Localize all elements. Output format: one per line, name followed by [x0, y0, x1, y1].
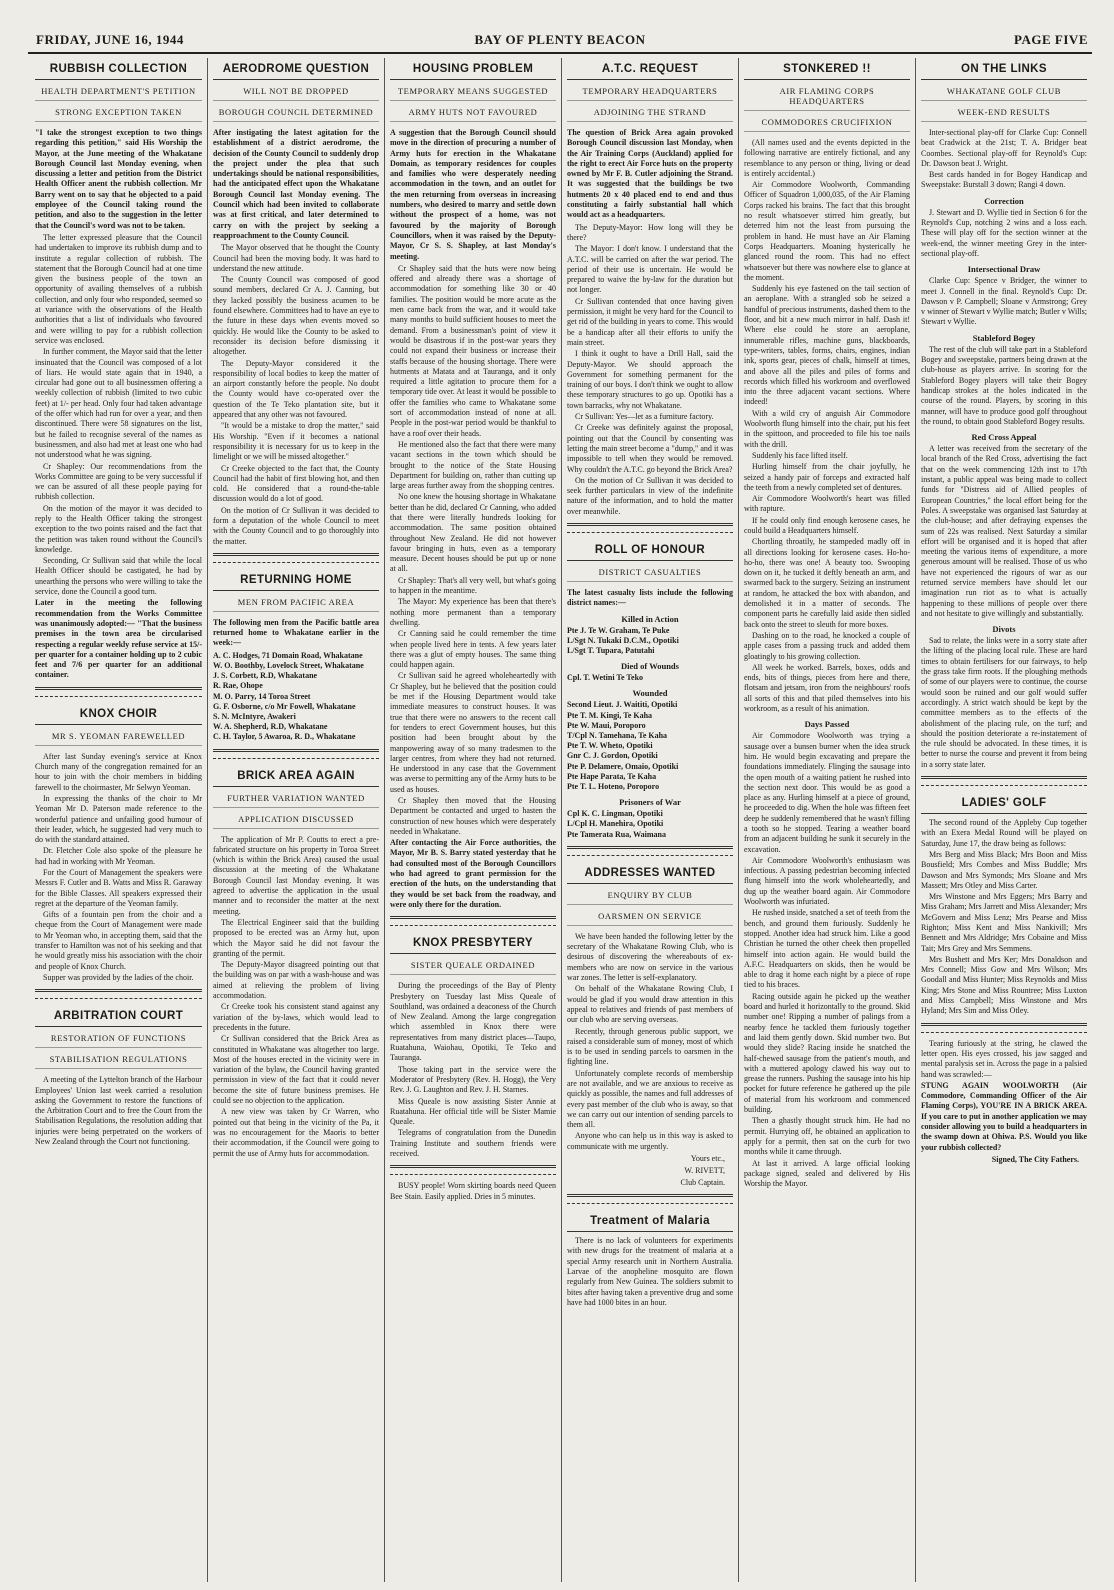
article-subhead: SISTER QUEALE ORDAINED — [390, 960, 556, 975]
article-subhead: ARMY HUTS NOT FAVOURED — [390, 107, 556, 122]
article-paragraph: Recently, through generous public support, we raised a considerable sum of money, most of which is to be used in sending parcels to oarsmen in the fighting line. — [567, 1026, 733, 1067]
article-closing: After contacting the Air Force authorities, the Mayor, Mr B. S. Barry stated yesterday that he had consulted most of the Borough Councillors who had agreed to grant permission for the erection of the huts, on the understanding that they would be set back from the roadway, and were only there for the duration. — [390, 838, 556, 909]
article — [35, 703, 202, 984]
section-divider — [921, 1023, 1087, 1033]
article-paragraph: Mrs Winstone and Mrs Eggers; Mrs Barry and Miss Graham; Mrs Jarrett and Miss Alexander; Mrs McGovern and Miss Lenz; Mrs Pearse and Miss Righton; Miss Kent and Miss Nankivill; Mrs Bennett and Mrs Aldridge; Mrs Cobaine and Miss Tait; Mrs Grey and Mrs Semmens. — [921, 892, 1087, 953]
article-headline: A.T.C. REQUEST — [567, 58, 733, 80]
section-divider — [35, 989, 202, 999]
column — [738, 58, 915, 1582]
list-item: Pte J. Te W. Graham, Te Puke — [567, 625, 670, 635]
article-paragraph: The application of Mr P. Coutts to erect a pre-fabricated structure on his property in Toroa Street (which is within the Brick Area) caused the usual discussion at the meeting of the Whakatane Borough Council last Monday evening. It was agreed to advertise the application in the usual manner and to reconsider the matter at the next meeting. — [213, 834, 379, 916]
article-paragraph: During the proceedings of the Bay of Plenty Presbytery on Tuesday last Miss Queale of Southland, was ordained a deaconess of the Church of New Zealand. Among the large congregation which assembled in Knox there were representatives from many district places—Taupo, Ruatahuna, Waiohau, Opotiki, Te Teko and Tauranga. — [390, 981, 556, 1063]
article-paragraph: Tearing furiously at the string, he clawed the letter open. His eyes crossed, his jaw sagged and mental paralysis set in. Across the page in a palsied hand was scrawled:— — [921, 1038, 1087, 1079]
section-divider — [567, 846, 733, 856]
list-item: L/Sgt N. Tukaki D.C.M., Opotiki — [567, 635, 679, 645]
signoff-line: W. RIVETT, — [684, 1166, 725, 1176]
masthead-paper-name: BAY OF PLENTY BEACON — [474, 32, 646, 47]
section-divider — [567, 1194, 733, 1204]
article-paragraph: Hurling himself from the chair joyfully, he seized a handy pair of forceps and extracted half the teeth from a newly completed set of dentures. — [744, 462, 910, 492]
article-paragraph: He rushed inside, snatched a set of teeth from the bench, and ground them furiously. Suddenly he stopped. Another idea had struck him. Like a good Christian he turned the other cheek then propelled himself into action again. He would build the A.F.C. Headquarters on skids, then he would be able to drag it home each night by a piece of rope tied to his braces. — [744, 908, 910, 990]
list-item: L/Sgt T. Tupara, Patutahi — [567, 645, 655, 655]
telegram-text: STUNG AGAIN WOOLWORTH (Air Commodore, Commanding Officer of the Air Flaming Corps), YOU'RE IN A BRICK AREA. If you care to put in another application we may consider allowing you to build a headquarters in the swamp down at Ohiwa. P.S. Would you like your rubbish collected? — [921, 1080, 1087, 1152]
section-title: Stableford Bogey — [972, 332, 1036, 343]
article-lead: The latest casualty lists include the following district names:— — [567, 587, 733, 608]
article-paragraph: Cr Sullivan contended that once having given permission, it might be very hard for the Council to get rid of the building in years to come. This would be a handicap after all their efforts to unify the main street. — [567, 296, 733, 347]
section-title: Days Passed — [804, 719, 850, 730]
article-paragraph: Cr Shapley said that the huts were now being offered and already there was a shortage of accommodation for something like 30 or 40 families. The position would be more acute as the men came back from the war, and it would take many months to build sufficient houses to meet the demand. From a businessman's point of view it would be disastrous if in the post-war years they could not expand their business or increase their staffs because of the housing shortage. There were hutments at Matata and at Tauranga, and it only required a little agitation to procure them for a temporary tide over. At least it would be possible to offer the families who came to Whakatane some sort of accommodation instead of none at all. People in the post-war period would be thankful to have a roof over their heads. — [390, 263, 556, 438]
list-item: Cpl. T. Wetini Te Teko — [567, 673, 644, 683]
section-title: Killed in Action — [621, 613, 679, 624]
article-paragraph: On the motion of Cr Sullivan it was decided to seek further particulars in view of the indefinite nature of the information, and to hold the matter over meanwhile. — [567, 475, 733, 516]
article-paragraph: Suddenly his face lifted itself. — [752, 450, 848, 460]
article-headline: ARBITRATION COURT — [35, 1005, 202, 1027]
article-subhead: WEEK-END RESULTS — [921, 107, 1087, 122]
article-paragraph: A meeting of the Lyttelton branch of the Harbour Employees' Union last week carried a resolution asking the Government to restore the functions of the Arbitration Court and to free the Court from the Stabilisation Regulations, the resolution adding that injuries were being perpetrated on the workers of New Zealand through the Court not functioning. — [35, 1075, 202, 1147]
article-paragraph: No one knew the housing shortage in Whakatane better than he did, declared Cr Canning, who added that there were literally hundreds looking for accommodation. The same position obtained throughout New Zealand. He did not however favour bringing in huts, even as a temporary measure. Decent houses should be put up or none at all. — [390, 492, 556, 574]
article-paragraph: Air Commodore Woolworth's heart was filled with rapture. — [744, 494, 910, 514]
article-headline: RUBBISH COLLECTION — [35, 58, 202, 80]
column — [915, 58, 1092, 1582]
list-item: M. O. Parry, 14 Toroa Street — [213, 691, 311, 701]
article-paragraph: Cr Sullivan considered that the Brick Area as constituted in Whakatane was altogether too large. Most of the houses erected in the vicinity were in variation of the bylaw, the Council having granted permission in view of the fact that it could never become the site of future business premises. He could see no objection to the application. — [213, 1034, 379, 1106]
article-paragraph: The letter expressed pleasure that the Council had undertaken to improve its rubbish dump and to institute a regular collection of rubbish. The statement that the Borough Council had at one time given the business people of the town an opportunity of availing themselves of a rubbish collection, and only four who responded, seemed so at variance with the observations of the Health authorities that a list of individuals who favoured and were willing to pay for a rubbish collection service was enclosed. — [35, 232, 202, 345]
article-paragraph: The Mayor observed that he thought the County Council had been the moving body. It was hard to understand the new attitude. — [213, 243, 379, 273]
masthead-page-number: PAGE FIVE — [1014, 32, 1088, 47]
article-subhead: TEMPORARY HEADQUARTERS — [567, 86, 733, 101]
section-divider — [567, 523, 733, 533]
article-paragraph: On the motion of the mayor it was decided to reply to the Health Officer taking the strongest exception to the two points raised and the fact that the petition was taken round without the Council's knowledge. — [35, 503, 202, 554]
section-title: Wounded — [632, 688, 668, 699]
article-paragraph: Supper was provided by the ladies of the choir. — [43, 972, 194, 982]
article-paragraph: With a wild cry of anguish Air Commodore Woolworth flung himself into the chair, put his feet in the spittoon, and proceeded to file his toe nails with the drill. — [744, 408, 910, 449]
article-paragraph: Air Commodore Woolworth, Commanding Officer of Squadron 1,000,035, of the Air Flaming Corps racked his brains. The fact that this brought no result whatsoever stirred him greatly, but deterred him not the least from pursuing the problem in hand. He must have an Air Flaming Corps Headquarters. Moaning hysterically he glanced round the room. This had no effect whatsoever but there was nowhere else to glance at the moment. — [744, 180, 910, 282]
article-headline: RETURNING HOME — [213, 569, 379, 591]
article-paragraph: We have been handed the following letter by the secretary of the Whakatane Rowing Club, who is desirous of discovering the whereabouts of ex-members who are now on service in the various war zones. The letter is self-explanatory. — [567, 931, 733, 983]
list-item: Pte T. L. Hoteno, Poroporo — [567, 782, 660, 792]
article-paragraph: Anyone who can help us in this way is asked to communicate with me urgently. — [567, 1131, 733, 1151]
list-item: A. C. Hodges, 71 Domain Road, Whakatane — [213, 650, 363, 660]
article-subhead: AIR FLAMING CORPS HEADQUARTERS — [744, 86, 910, 111]
article-headline: KNOX CHOIR — [35, 703, 202, 725]
article-paragraph: Cr Shapley: Our recommendations from the Works Committee are going to be very successful if we can be assured of all these people paying for rubbish collection. — [35, 461, 202, 502]
article-subhead: MR S. YEOMAN FAREWELLED — [35, 731, 202, 746]
list-item: L/Cpl H. Manehira, Opotiki — [567, 819, 664, 829]
article-paragraph: On behalf of the Whakatane Rowing Club, I would be glad if you would draw attention in this appeal to relatives and friends of past members of our club who are serving overseas. — [567, 984, 733, 1025]
article-paragraph: Cr Creeke was definitely against the proposal, pointing out that the Council by consenting was letting the main street become a "dump," and it was impossible to tell when they would be removed. Why couldn't the A.T.C. go beyond the Brick Area? — [567, 423, 733, 474]
article-paragraph: Cr Creeke objected to the fact that, the County Council had the habit of first blowing hot, and then cold. He considered that a round-the-table discussion would do a lot of good. — [213, 463, 379, 504]
signoff-line: Club Captain. — [680, 1178, 725, 1188]
section-title: Divots — [992, 624, 1016, 635]
article-paragraph: In expressing the thanks of the choir to Mr Yeoman Mr D. Paterson made reference to the wonderful patience and unfailing good humour of their leader, which, he suggested had very much to do with the standard attained. — [35, 793, 202, 845]
list-item: Gnr C. J. Gordon, Opotiki — [567, 751, 658, 761]
section-text: Sad to relate, the links were in a sorry state after the lifting of the placing local rule. These are hard times to obtain fertilisers for our fairways, to help the grass take firm roots. If the ploughing methods of some of our players were to continue, the course would soon be ruined and our golf would suffer accordingly. A strict watch should be kept by the committee members as to the effects of the abolishment of the placing rule, on the turf; and should the position deteriorate a re-instatement of the rule should be advocated. In these times, it is better to nurse the course and prevent it from being in a sorry state later. — [921, 636, 1087, 769]
article-paragraph: Mrs Berg and Miss Black; Mrs Boon and Miss Bousfield; Mrs Combes and Miss Buddle; Mrs Dawson and Mrs Symonds; Mrs Sloane and Mrs Massett; Mrs Otley and Miss Carter. — [921, 849, 1087, 890]
section-divider — [213, 553, 379, 563]
article-paragraph: Best cards handed in for Bogey Handicap and Sweepstake: Burstall 3 down; Rangi 4 down. — [921, 170, 1087, 190]
article-paragraph: The Mayor: My experience has been that there's nothing more permanent than a temporary dwelling. — [390, 597, 556, 627]
section-text: J. Stewart and D. Wyllie tied in Section 6 for the Reynold's Cup, notching 2 wins and a loss each. These will play off for the section winner at the week-end, the winner meeting Grey in the inter-sectional play-off. — [921, 207, 1087, 258]
article — [567, 58, 733, 517]
article-lead: The question of Brick Area again provoked Borough Council discussion last Monday, when the Air Training Corps (Auckland) applied for the right to erect Air Force huts on the property owned by Mr F. B. Cutler adjoining the Strand. It was suggested that the buildings be two hutments 20 x 40 placed end to end and thus constituting a fairly substantial hall which would act as a headquarters. — [567, 128, 733, 220]
list-item: Pte Tamerata Rua, Waimana — [567, 829, 666, 839]
list-item: R. Rae, Ohope — [213, 681, 263, 691]
article-headline: ADDRESSES WANTED — [567, 862, 733, 884]
article-subhead: TEMPORARY MEANS SUGGESTED — [390, 86, 556, 101]
article-subhead: APPLICATION DISCUSSED — [213, 814, 379, 829]
article-paragraph: Cr Sullivan: Yes—let as a furniture factory. — [575, 412, 714, 422]
article-paragraph: The Electrical Engineer said that the building proposed to be erected was an Army hut, upon which the Mayor said he did not favour the granting of the permit. — [213, 917, 379, 958]
article-subhead: RESTORATION OF FUNCTIONS — [35, 1033, 202, 1048]
section-text: The rest of the club will take part in a Stableford Bogey and sweepstake, partners being drawn at the club-house as players arrive. In scoring for the Stableford Bogey players will take their Bogey handicap strokes at the holes indicated in the course of the round. Players, by scoring in this manner, will have to produce good golf throughout the round, to obtain good Stableford Bogey results. — [921, 344, 1087, 426]
article-paragraph: If he could only find enough kerosene cases, he could build a Headquarters himself. — [744, 515, 910, 535]
section-divider — [213, 749, 379, 759]
list-item: Pte Hape Parata, Te Kaha — [567, 771, 657, 781]
article-paragraph: Then a ghastly thought struck him. He had no permit. Hurrying off, he obtained an application to apply for a permit, then sat on the curb for two months while it came through. — [744, 1116, 910, 1157]
section-text: A letter was received from the secretary of the local branch of the Red Cross, advertising the fact that on the week commencing 12th inst to 17th instant, a public appeal was being made to collect funds for "Distress aid of Allied peoples of European Countries," the local effort being for the Poles. A sweepstake was organised last Saturday at the club-house; and after defraying expenses the sum of 22s was realised. Next Saturday a similar effort will be organised and it is hoped that after meeting the various items of expenditure, a more generous amount will be realised. Those of us who have not experienced the rigours of war as our returned service members have should let our imagination run riot as to what is actually happening to these millions of people over there and not hesitate to give willingly and substantially. — [921, 444, 1087, 618]
article-paragraph: For the Court of Management the speakers were Messrs F. Cutler and B. Watts and Miss R. Garaway for the Bible Classes. All speakers expressed their regret at the departure of the Yeoman family. — [35, 868, 202, 908]
article-paragraph: "It would be a mistake to drop the matter," said His Worship. "Even if it becomes a national responsibility it is necessary for us to keep in the limelight or we will be missed altogether." — [213, 421, 379, 462]
list-item: W. A. Shepherd, R.D, Whakatane — [213, 722, 328, 732]
signature: Signed, The City Fathers. — [991, 1154, 1079, 1164]
article — [567, 862, 733, 1188]
article-headline: Treatment of Malaria — [567, 1210, 733, 1232]
article — [213, 765, 379, 1159]
list-item: J. S. Corbett, R.D, Whakatane — [213, 671, 318, 681]
article — [921, 792, 1087, 1017]
article-paragraph: Air Commodore Woolworth's enthusiasm was infectious. A passing pedestrian becoming infected flung himself into the work wholeheartedly, and dug up the weather board again. Air Commodore Woolworth was infuriated. — [744, 855, 910, 907]
article-headline: HOUSING PROBLEM — [390, 58, 556, 80]
article-subhead: OARSMEN ON SERVICE — [567, 911, 733, 926]
article-paragraph: There is no lack of volunteers for experiments with new drugs for the treatment of malaria at a special Army research unit in Northern Australia. Larvae of the anopheline mosquito are flown regularly from New Guinea. The soldiers submit to bites after having taken a preventive drug and some have had 1000 bites in an hour. — [567, 1236, 733, 1307]
article-paragraph: Air Commodore Woolworth was trying a sausage over a bunsen burner when the idea struck him. He would begin excavating and prepare the foundations immediately. Flinging the sausage into the open mouth of a waiting patient he rushed into the section next door. This would be as good a place as any. Hurling himself at a piece of ground, he proceeded to dig. When the hole was fifteen feet deep he suddenly remembered that he wasn't filling a tooth so he stopped. Tearing a weather board from an adjacent building he sunk it securely in the excavation. — [744, 731, 910, 854]
article-paragraph: Suddenly his eye fastened on the tail section of an aeroplane. With a strangled sob he seized a handful of precious instruments, dashed them to the floor, and bit a new much mirror in half. Dash it! Where else could he store an aeroplane, innumerable rifles, machine guns, blackboards, type-writers, tables, forms, chairs, engines, indian ink, sports gear, pieces of chalk, himself at times, and above all the piles and piles of forms and records which filled his workroom and overflowed into the three adjacent vacant sections. Where indeed! — [744, 284, 910, 407]
article-paragraph: I think it ought to have a Drill Hall, said the Deputy-Mayor. We should approach the Government for something permanent for the training of our boys. I don't think we ought to allow these temporary structures to go up. Opotiki has a town barracks, why not Whakatane. — [567, 349, 733, 410]
section-text: Clarke Cup: Spence v Bridger, the winner to meet J. Connell in the final. Reynold's Cup: Dr. Dawson v P. Campbell; Sloane v Armstrong; Grey v winner of Stewart v Wyllie match; Butler v Wills; Stewart v Wyllie. — [921, 276, 1087, 327]
article — [567, 1210, 733, 1308]
article-paragraph: (All names used and the events depicted in the following narrative are entirely fictional, and any resemblance to any person or thing, living or dead is entirely accidental.) — [744, 138, 910, 178]
article-paragraph: Inter-sectional play-off for Clarke Cup: Connell beat Cradwick at the 21st; T. A. Bridger beat Coombes. Sectional play-off for Reynold's Cup: Dr. Dawson beat J. Wright. — [921, 128, 1087, 168]
article-subhead: COMMODORES CRUCIFIXION — [744, 117, 910, 132]
article-paragraph: A new view was taken by Cr Warren, who pointed out that being in the vicinity of the Pa, it was no encouragement for the Maoris to better their accommodation, if the Council were going to permit the use of Army huts for accommodation. — [213, 1107, 379, 1158]
article-paragraph: Dashing on to the road, he knocked a couple of apple cases from a passing truck and added them gloatingly to his growing collection. — [744, 630, 910, 661]
section-title: Red Cross Appeal — [971, 432, 1037, 443]
article-headline: ON THE LINKS — [921, 58, 1087, 80]
article — [213, 569, 379, 743]
list-item: G. F. Osborne, c/o Mr Fowell, Whakatane — [213, 701, 356, 711]
article-subhead: WILL NOT BE DROPPED — [213, 86, 379, 101]
article — [921, 1039, 1087, 1164]
list-item: Pte T. W. Wheto, Opotiki — [567, 741, 653, 751]
article-paragraph: Cr Shapley: That's all very well, but what's going to happen in the meantime. — [390, 575, 556, 596]
article-paragraph: Cr Sullivan said he agreed wholeheartedly with Cr Shapley, but he believed that the position could be met if the Housing Department would take immediate measures to construct houses. It was true that there were no answers to the recent call for tenders to erect Government houses, but this position had been brought about by the manpowering away of so many tradesmen to the larger centres, from where they had not returned. He understood in any case that the Government was averse to permitting any of the Army huts to be used as houses. — [390, 671, 556, 794]
article-headline: LADIES' GOLF — [921, 792, 1087, 814]
article-subhead: HEALTH DEPARTMENT'S PETITION — [35, 86, 202, 101]
article — [390, 932, 556, 1159]
columns-container — [30, 58, 1092, 1582]
column — [561, 58, 738, 1582]
article-paragraph: Cr Creeke took his consistent stand against any variation of the by-laws, which would lead to precedents in the future. — [213, 1002, 379, 1032]
article-headline: AERODROME QUESTION — [213, 58, 379, 80]
article-lead: "I take the strongest exception to two things regarding this petition," said His Worship the Mayor, at the June meeting of the Whakatane Borough Council last Monday evening, when discussing a letter and petition from the District Health Officer anent the rubbish collection. Mr Barry went on to say that he objected to a paid employee of the Council taking round the petition, and also to the suggestion in the letter that the Council's word was not to be taken. — [35, 128, 202, 230]
article-paragraph: On the motion of Cr Sullivan it was decided to form a deputation of the whole Council to meet with the County Council and to go thoroughly into the matter. — [213, 505, 379, 546]
article-paragraph: Chortling throatily, he stampeded madly off in all directions looking for kerosene cases. Ho-ho-ho-ho, there was one! A beauty too. Swooping down on it, he tucked it deftly beneath an arm, and swarmed back to the surgery. Seizing an instrument at random, he attacked the box with abandon, and demolished it in a matter of seconds. The component parts he carefully laid aside then sidled back onto the street to sleuth for more boxes. — [744, 537, 910, 629]
article — [35, 58, 202, 681]
section-divider — [921, 776, 1087, 786]
article-lead: The following men from the Pacific battle area returned home to Whakatane earlier in the week:— — [213, 617, 379, 648]
section-divider — [390, 916, 556, 926]
article-paragraph: The Deputy-Mayor: How long will they be there? — [567, 222, 733, 242]
article — [213, 58, 379, 547]
list-item: T/Cpl N. Tamehana, Te Kaha — [567, 731, 668, 740]
section-title: Correction — [984, 195, 1024, 206]
article-paragraph: The Deputy-Mayor disagreed pointing out that the building was on par with a wash-house and was aimed at relieving the problem of living accommodation. — [213, 960, 379, 1001]
column — [30, 58, 207, 1582]
list-item: Pte T. M. Kingi, Te Kaha — [567, 710, 653, 720]
article-subhead: FURTHER VARIATION WANTED — [213, 793, 379, 808]
section-divider — [35, 687, 202, 697]
article-paragraph: He mentioned also the fact that there were many vacant sections in the town which should be brought to the notice of the State Housing Department for building on, rather than cutting up large areas further away from the shopping centres. — [390, 439, 556, 491]
article-paragraph: Racing outside again he picked up the weather board and hurled it horizontally to the ground. Skid number one! Ripping a number of palings from a nearby fence he tackled them furiously together and laid them gently down. Skid number two. But would they slide? Racing inside he snatched the half-chewed sausage from the patient's mouth, and with a muttered apology clawed his way out to grease the runners. Pushing the sausage into his hip pocket for future reference he gathered up the pile of material from his workroom and commenced building. — [744, 991, 910, 1115]
article-lead: After instigating the latest agitation for the establishment of a district aerodrome, the decision of the County Council to suddenly drop the project under the plea that such undertakings should be national responsibilities, had the anticipated effect upon the Whakatane Borough Council last Monday evening. The Council which had been invited to collaborate was at first critical, and later determined to carry on with the project by seeking a reapproachment to the County Council. — [213, 128, 379, 240]
article-paragraph: After last Sunday evening's service at Knox Church many of the congregation remained for an hour to join with the choir members in bidding farewell to the choirmaster, Mr Selwyn Yeoman. — [35, 751, 202, 792]
list-item: W. O. Boothby, Lovelock Street, Whakatane — [213, 660, 364, 670]
article-paragraph: At last it arrived. A large official looking package signed, sealed and delivered by His Worship the Mayor. — [744, 1158, 910, 1189]
article-headline: BRICK AREA AGAIN — [213, 765, 379, 787]
article-paragraph: Cr Shapley then moved that the Housing Department be contacted and urged to hasten the construction of new houses which were desperately needed in Whakatane. — [390, 796, 556, 836]
article-headline: ROLL OF HONOUR — [567, 539, 733, 561]
article — [390, 58, 556, 910]
article-paragraph: BUSY people! Worn skirting boards need Queen Bee Stain. Easily applied. Dries in 5 minutes. — [390, 1181, 556, 1201]
section-title: Died of Wounds — [621, 661, 679, 672]
article-subhead: BOROUGH COUNCIL DETERMINED — [213, 107, 379, 122]
masthead — [28, 30, 1092, 54]
section-title: Prisoners of War — [619, 797, 681, 808]
article-paragraph: Dr. Fletcher Cole also spoke of the pleasure he had had in working with Mr Yeoman. — [35, 846, 202, 866]
section-divider — [390, 1165, 556, 1175]
section-title: Intersectional Draw — [967, 264, 1041, 275]
article-headline: KNOX PRESBYTERY — [390, 932, 556, 954]
article-subhead: STABILISATION REGULATIONS — [35, 1054, 202, 1069]
list-item: Cpl K. C. Lingman, Opotiki — [567, 809, 663, 819]
article — [35, 1005, 202, 1147]
article-paragraph: The Deputy-Mayor considered it the responsibility of local bodies to keep the matter of an airport constantly before the people. No doubt the County would have co-operated over the question of the Te Teko plantation site, but it appeared that any other was not favoured. — [213, 358, 379, 420]
article-subhead: WHAKATANE GOLF CLUB — [921, 86, 1087, 101]
article-paragraph: Cr Canning said he could remember the time when people lived here in tents. A few years later there was a glut of empty houses. The same thing could happen again. — [390, 629, 556, 670]
article — [921, 58, 1087, 770]
article-headline: STONKERED !! — [744, 58, 910, 80]
article-paragraph: Those taking part in the service were the Moderator of Presbytery (Rev. H. Hogg), the Very Rev. J. G. Laughton and Rev. J. H. Starnes. — [390, 1064, 556, 1095]
article-closing: Later in the meeting the following recommendation from the Works Committee was unanimously adopted:— "That the business premises in the town area be circularised respecting a regular weekly refuse service at 15/- per quarter for a container holding up to 2 cubic feet and 7/6 per quarter for an additional container. — [35, 598, 202, 680]
article-lead: A suggestion that the Borough Council should move in the direction of procuring a number of Army huts for erection in the Whakatane Domain, as temporary residences for couples and families who were desperately needing accommodation in the town, and an outlet for the men returning from overseas in increasing numbers, who desired to marry and settle down without the prospect of a home, was not favoured by the majority of Borough Councillors, when it was raised by the Deputy-Mayor, Cr S. S. Shapley, at last Monday's meeting. — [390, 128, 556, 261]
article-subhead: DISTRICT CASUALTIES — [567, 567, 733, 582]
masthead-date: FRIDAY, JUNE 16, 1944 — [36, 32, 184, 47]
article-paragraph: Gifts of a fountain pen from the choir and a cheque from the Court of Management were made to Mr Yeoman who, in accepting them, said that the transfer to Hamilton was not of his seeking and that he would greatly miss his association with the choir and people of Knox Church. — [35, 910, 202, 971]
article-subhead: STRONG EXCEPTION TAKEN — [35, 107, 202, 122]
article-paragraph: All week he worked. Barrels, boxes, odds and ends, bits of things, pieces from here and there, flotsam and jetsam, iron from the neighbours' roofs all sorts of this and that piled themselves into his workroom, as a result of his animation. — [744, 662, 910, 714]
list-item: Pte P. Delamere, Omaio, Opotiki — [567, 761, 679, 771]
article-paragraph: Seconding, Cr Sullivan said that while the local Health Officer should be castigated, he had by unearthing the persons who were willing to take the service, done the Council a good turn. — [35, 556, 202, 597]
list-item: Pte W. Maui, Poroporo — [567, 720, 646, 730]
article-paragraph: The County Council was composed of good sound members, declared Cr A. J. Canning, but they lacked possibly the business acumen to be found elsewhere. Committees had to have an eye to the future in these days when events moved so quickly. He would like the County to be asked to reconsider its decision before dismissing it altogether. — [213, 275, 379, 357]
list-item: S. N. McIntyre, Awakeri — [213, 711, 296, 721]
article-paragraph: In further comment, the Mayor said that the letter insinuated that the Council was composed of a lot of liars. He would state again that in 1940, a circular had gone out to all businessmen offering a weekly collection of rubbish (limited to two cubic feet) at 1/- per head. Only four had taken advantage of the offer which had run for over a year, and then discontinued. There were 58 signatures on the list, but he failed to recognise several of the names as businessmen, and also had met at least one who had not understood what he was signing. — [35, 347, 202, 460]
article-paragraph: The Mayor: I don't know. I understand that the A.T.C. will be carried on after the war period. The period of their use is uncertain. He would be prepared to waive the by-law for the duration but not longer. — [567, 244, 733, 295]
list-item: Second Lieut. J. Waititi, Opotiki — [567, 700, 678, 710]
article-subhead: ADJOINING THE STRAND — [567, 107, 733, 122]
article-paragraph: Telegrams of congratulation from the Dunedin Training Institute and southern friends were received. — [390, 1128, 556, 1159]
article-paragraph: Unfortunately complete records of membership are not available, and we are anxious to receive as quickly as possible, the names and full addresses of every past member of the club who is away, so that we can carry out our intention of sending parcels to them all. — [567, 1068, 733, 1130]
article-paragraph: Miss Queale is now assisting Sister Annie at Ruatahuna. Her official title will be Sister Mamie Queale. — [390, 1096, 556, 1127]
article-subhead: ENQUIRY BY CLUB — [567, 890, 733, 905]
article — [390, 1181, 556, 1202]
signoff-line: Yours etc., — [690, 1154, 725, 1164]
article-subhead: MEN FROM PACIFIC AREA — [213, 597, 379, 612]
column — [384, 58, 561, 1582]
article — [567, 539, 733, 840]
article-paragraph: Mrs Bushett and Mrs Ker; Mrs Donaldson and Mrs Connell; Miss Gow and Mrs Wilson; Mrs Goodall and Miss Hunter; Miss Reynolds and Miss King; Mrs Stone and Miss Rountree; Miss Luxton and Miss Campbell; Miss Winstone and Mrs Hyland; Mrs Sim and Miss Otley. — [921, 954, 1087, 1016]
list-item: C. H. Taylor, 5 Awaroa, R. D., Whakatane — [213, 732, 356, 742]
column — [207, 58, 384, 1582]
article-paragraph: The second round of the Appleby Cup together with an Exera Medal Round will be played on Saturday, June 17, the draw being as follows: — [921, 818, 1087, 848]
article — [744, 58, 910, 1189]
